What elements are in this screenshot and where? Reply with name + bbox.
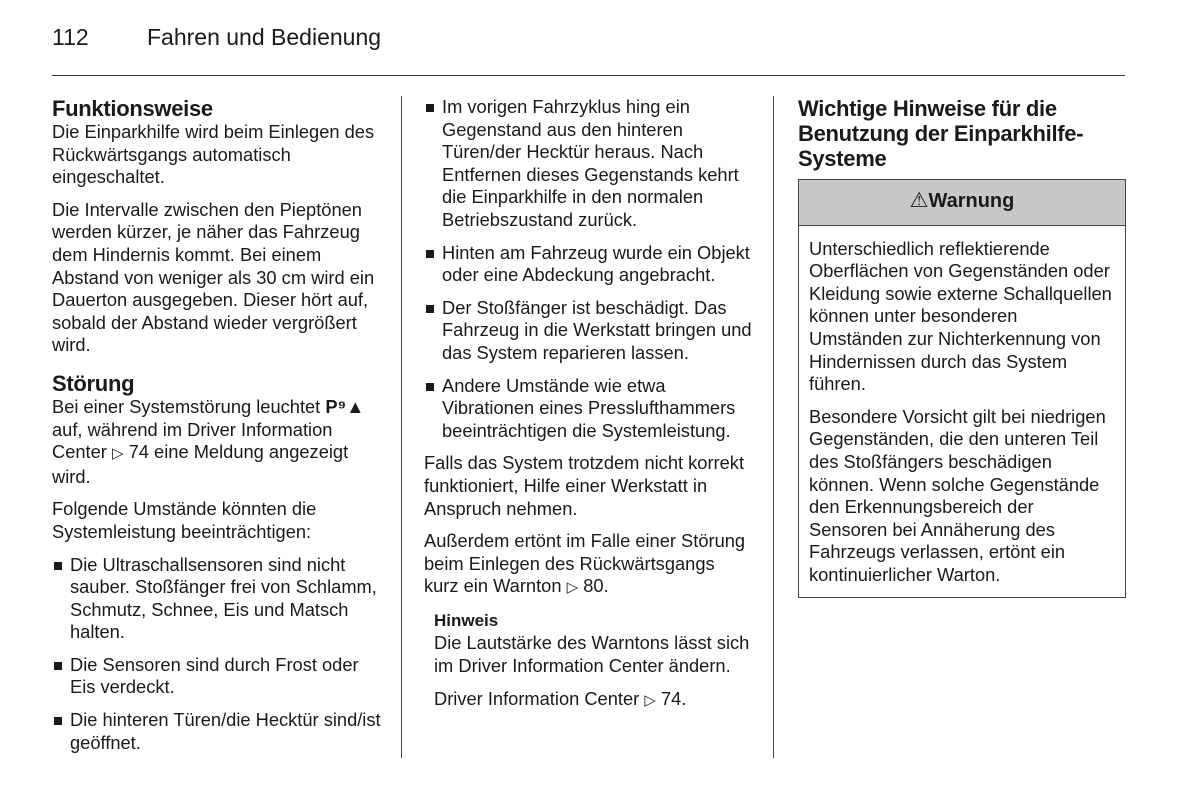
page-ref-icon: ▷ (111, 445, 124, 463)
bullet-list (424, 96, 754, 442)
page-ref[interactable]: 74 (128, 441, 149, 463)
note-reference: Driver Information Center ▷ 74. (434, 687, 687, 709)
column-3 (798, 96, 1126, 598)
heading-funktionsweise: Funktionsweise (52, 96, 213, 121)
warning-box (798, 179, 1126, 598)
page-number: 112 (52, 24, 89, 50)
note-title: Hinweis (434, 610, 499, 630)
warning-text: Besondere Vorsicht gilt bei niedrigen Gegenständen, die den unteren Teil des Stoßfängers beschädigen können. Wenn solche Gegenstände den Erkennungsbereich der Sensoren bei Annäherung des Fahrzeugs verlassen, ertönt ein kontinuierlicher Warton. (809, 405, 1106, 585)
list-item: Andere Umstände wie etwa Vibrationen eines Presslufthammers beeinträchtigen die Systemleistung. (424, 375, 754, 443)
list-item: Die Ultraschallsensoren sind nicht sauber. Stoßfänger frei von Schlamm, Schmutz, Schnee, Eis und Matsch halten. (52, 554, 382, 644)
note-text: Die Lautstärke des Warntons lässt sich im Driver Information Center ändern. (434, 632, 750, 677)
page-ref-icon: ▷ (644, 691, 656, 709)
column-1 (52, 96, 382, 764)
list-item: Hinten am Fahrzeug wurde ein Objekt oder eine Abdeckung angebracht. (424, 242, 754, 287)
section-heading: Wichtige Hinweise für die Benutzung der Einparkhilfe-Systeme (798, 96, 1084, 171)
note-block (434, 610, 754, 712)
column-2 (424, 96, 754, 722)
paragraph: Die Einparkhilfe wird beim Einlegen des Rückwärtsgangs automatisch eingeschaltet. (52, 121, 375, 188)
page-ref[interactable]: 74. (660, 687, 687, 709)
column-divider-1 (401, 96, 402, 758)
warning-triangle-icon: ⚠ (909, 189, 929, 212)
paragraph: Bei einer Systemstörung leuchtet P⁹▲ auf, während im Driver Information Center ▷ 74 eine Meldung angezeigt wird. (52, 395, 365, 487)
list-item: Der Stoßfänger ist beschädigt. Das Fahrzeug in die Werkstatt bringen und das System reparieren lassen. (424, 297, 754, 365)
paragraph: Folgende Umstände könnten die Systemleistung beeinträchtigen: (52, 498, 317, 542)
header-rule (52, 75, 1125, 76)
page-title: Fahren und Bedienung (147, 24, 382, 50)
warning-bar (799, 180, 1125, 226)
warning-body (799, 226, 1125, 597)
list-item: Die hinteren Türen/die Hecktür sind/ist geöffnet. (52, 709, 382, 754)
heading-stoerung: Störung (52, 370, 135, 396)
park-assist-icon: P⁹▲ (325, 395, 365, 417)
page-ref-icon: ▷ (566, 579, 579, 597)
list-item: Im vorigen Fahrzyklus hing ein Gegenstand aus den hinteren Türen/der Hecktür heraus. Nach Entfernen dieses Gegenstands kehrt die Einparkhilfe in den normalen Betriebszustand zurück. (424, 96, 754, 232)
page-header (52, 24, 381, 51)
page-ref[interactable]: 80. (583, 575, 609, 597)
list-item: Die Sensoren sind durch Frost oder Eis verdeckt. (52, 654, 382, 699)
warning-text: Unterschiedlich reflektierende Oberflächen von Gegenständen oder Kleidung sowie externe Schallquellen können unter besonderen Umständen zur Nichterkennung von Hindernissen durch das System führen. (809, 237, 1112, 395)
paragraph: Falls das System trotzdem nicht korrekt funktioniert, Hilfe einer Werkstatt in Anspruch nehmen. (424, 452, 745, 519)
column-divider-2 (773, 96, 774, 758)
warning-label: Warnung (928, 190, 1015, 212)
bullet-list (52, 554, 382, 755)
paragraph: Außerdem ertönt im Falle einer Störung beim Einlegen des Rückwärtsgangs kurz ein Warnton ▷ 80. (424, 530, 746, 597)
paragraph: Die Intervalle zwischen den Pieptönen werden kürzer, je näher das Fahrzeug dem Hindernis kommt. Bei einem Abstand von weniger als 30 cm wird ein Dauerton ausgegeben. Dieser hört auf, sobald der Abstand wieder vergrößert wird. (52, 198, 375, 356)
